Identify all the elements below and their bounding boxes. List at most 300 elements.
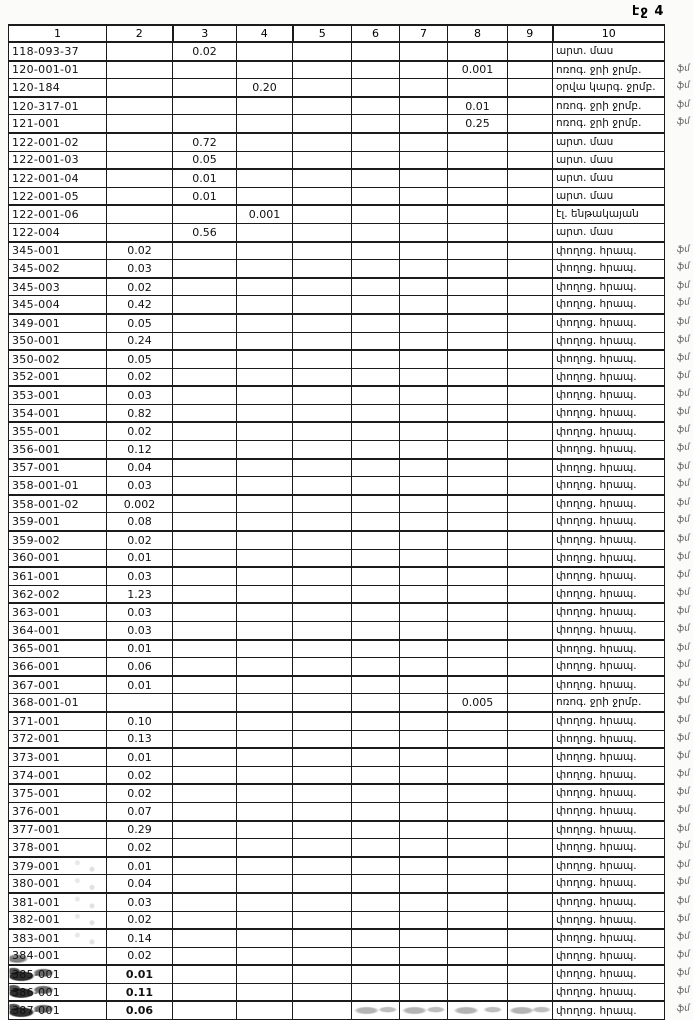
value-cell	[352, 911, 400, 929]
value-cell: 0.05	[107, 314, 173, 332]
value-cell	[400, 622, 448, 640]
value-cell	[293, 386, 352, 404]
value-cell	[508, 513, 553, 531]
value-cell: 0.25	[448, 115, 508, 133]
value-cell	[448, 712, 508, 730]
value-cell	[173, 567, 237, 585]
value-cell	[448, 386, 508, 404]
row-code-cell: 382-001	[9, 911, 107, 929]
value-cell: 0.02	[107, 368, 173, 386]
row-code-cell: 356-001	[9, 441, 107, 459]
margin-note: ֆմ	[676, 768, 691, 780]
value-cell	[293, 477, 352, 495]
value-cell	[508, 151, 553, 169]
category-text: փողոց. հրապ.	[556, 334, 637, 347]
value-cell: 0.03	[107, 567, 173, 585]
margin-note: ֆմ	[676, 732, 691, 744]
value-cell	[448, 513, 508, 531]
value-cell	[352, 983, 400, 1001]
margin-note: ֆմ	[676, 497, 691, 509]
value-cell	[400, 821, 448, 839]
header-row	[9, 25, 665, 42]
table-row	[9, 404, 665, 422]
value-cell	[107, 115, 173, 133]
value-cell	[293, 730, 352, 748]
category-cell	[553, 983, 691, 1001]
category-text: փողոց. հրապ.	[556, 262, 637, 275]
value-cell: 0.02	[107, 422, 173, 440]
value-cell	[293, 802, 352, 820]
margin-note: ֆմ	[676, 750, 691, 762]
value-cell	[107, 151, 173, 169]
category-cell	[553, 694, 691, 712]
value-cell	[400, 784, 448, 802]
value-cell	[400, 947, 448, 965]
value-cell: 0.02	[107, 911, 173, 929]
value-cell	[293, 459, 352, 477]
category-cell	[553, 567, 691, 585]
table-row	[9, 332, 665, 350]
value-cell	[352, 296, 400, 314]
category-text: փողոց. հրապ.	[556, 244, 637, 257]
category-text: փողոց. հրապ.	[556, 1004, 637, 1017]
category-cell	[553, 350, 691, 368]
value-cell	[293, 296, 352, 314]
row-code-cell: 383-001	[9, 929, 107, 947]
value-cell	[173, 676, 237, 694]
value-cell	[448, 784, 508, 802]
value-cell	[237, 983, 293, 1001]
category-cell	[553, 911, 691, 929]
value-cell	[352, 169, 400, 187]
value-cell	[448, 350, 508, 368]
value-cell	[237, 187, 293, 205]
value-cell	[293, 314, 352, 332]
value-cell	[508, 947, 553, 965]
value-cell	[237, 585, 293, 603]
value-cell	[173, 983, 237, 1001]
value-cell	[508, 79, 553, 97]
value-cell	[173, 965, 237, 983]
value-cell	[352, 223, 400, 241]
value-cell	[400, 404, 448, 422]
table-row	[9, 187, 665, 205]
value-cell	[400, 603, 448, 621]
category-cell	[553, 585, 691, 603]
value-cell	[448, 766, 508, 784]
value-cell	[448, 748, 508, 766]
value-cell	[508, 983, 553, 1001]
category-cell	[553, 242, 691, 260]
table-row	[9, 766, 665, 784]
margin-note: ֆմ	[676, 80, 691, 92]
value-cell	[400, 712, 448, 730]
margin-note: ֆմ	[676, 659, 691, 671]
value-cell	[508, 857, 553, 875]
category-text: փողոց. հրապ.	[556, 587, 637, 600]
header-cell-3: 3	[173, 25, 237, 42]
value-cell	[293, 242, 352, 260]
value-cell	[400, 223, 448, 241]
value-cell	[448, 314, 508, 332]
value-cell	[508, 332, 553, 350]
value-cell: 0.02	[107, 531, 173, 549]
table-row	[9, 585, 665, 603]
category-text: փողոց. հրապ.	[556, 732, 637, 745]
value-cell	[293, 893, 352, 911]
value-cell	[237, 947, 293, 965]
value-cell	[400, 839, 448, 857]
value-cell	[352, 495, 400, 513]
value-cell	[352, 314, 400, 332]
value-cell: 0.42	[107, 296, 173, 314]
value-cell	[508, 640, 553, 658]
table-row	[9, 857, 665, 875]
value-cell	[173, 784, 237, 802]
value-cell	[237, 404, 293, 422]
value-cell	[173, 97, 237, 115]
value-cell	[352, 115, 400, 133]
value-cell	[352, 404, 400, 422]
value-cell: 1.23	[107, 585, 173, 603]
category-cell	[553, 42, 665, 61]
value-cell: 0.07	[107, 802, 173, 820]
value-cell: 0.02	[107, 278, 173, 296]
value-cell	[293, 658, 352, 676]
value-cell	[400, 531, 448, 549]
category-cell	[553, 748, 691, 766]
category-cell	[553, 730, 691, 748]
category-cell	[553, 640, 691, 658]
row-code-cell: 359-002	[9, 531, 107, 549]
table-row	[9, 531, 665, 549]
category-cell	[553, 839, 691, 857]
value-cell	[173, 441, 237, 459]
value-cell	[400, 857, 448, 875]
value-cell	[293, 61, 352, 79]
row-code-cell: 359-001	[9, 513, 107, 531]
value-cell	[293, 42, 352, 61]
value-cell	[508, 314, 553, 332]
row-code-cell: 384-001	[9, 947, 107, 965]
row-code-cell: 355-001	[9, 422, 107, 440]
category-text: ոռոգ. ջրի ջրմբ.	[556, 99, 642, 112]
value-cell	[400, 242, 448, 260]
value-cell	[352, 857, 400, 875]
category-cell	[553, 766, 691, 784]
margin-note: ֆմ	[676, 695, 691, 707]
value-cell	[293, 712, 352, 730]
value-cell	[448, 929, 508, 947]
value-cell	[173, 260, 237, 278]
category-cell	[553, 441, 691, 459]
value-cell	[508, 459, 553, 477]
category-text: փողոց. հրապ.	[556, 534, 637, 547]
value-cell	[400, 929, 448, 947]
value-cell	[173, 242, 237, 260]
value-cell: 0.82	[107, 404, 173, 422]
value-cell	[237, 133, 293, 151]
value-cell: 0.03	[107, 477, 173, 495]
value-cell	[293, 531, 352, 549]
value-cell: 0.02	[107, 947, 173, 965]
category-text: փողոց. հրապ.	[556, 479, 637, 492]
value-cell	[173, 766, 237, 784]
row-code-cell: 122-001-02	[9, 133, 107, 151]
category-text: փողոց. հրապ.	[556, 443, 637, 456]
margin-note: ֆմ	[676, 822, 691, 835]
value-cell	[508, 622, 553, 640]
table-row	[9, 42, 665, 61]
value-cell	[352, 694, 400, 712]
margin-note: ֆմ	[676, 967, 691, 979]
category-cell	[553, 495, 691, 513]
category-cell	[553, 676, 691, 694]
category-cell	[553, 947, 691, 965]
row-code-cell: 387-001	[9, 1001, 107, 1019]
value-cell	[237, 115, 293, 133]
value-cell	[448, 658, 508, 676]
category-cell	[553, 1001, 691, 1019]
value-cell	[448, 223, 508, 241]
value-cell	[293, 368, 352, 386]
value-cell	[293, 622, 352, 640]
value-cell	[107, 223, 173, 241]
value-cell	[448, 296, 508, 314]
value-cell	[508, 893, 553, 911]
value-cell	[293, 983, 352, 1001]
value-cell	[448, 531, 508, 549]
category-cell	[553, 422, 691, 440]
margin-note: ֆմ	[676, 243, 691, 256]
table-row	[9, 441, 665, 459]
value-cell	[173, 314, 237, 332]
value-cell: 0.12	[107, 441, 173, 459]
value-cell	[508, 278, 553, 296]
value-cell	[173, 802, 237, 820]
value-cell	[237, 495, 293, 513]
value-cell	[293, 350, 352, 368]
value-cell	[237, 314, 293, 332]
value-cell	[293, 278, 352, 296]
value-cell	[448, 477, 508, 495]
value-cell	[237, 929, 293, 947]
value-cell	[448, 603, 508, 621]
value-cell	[508, 242, 553, 260]
row-code-cell: 363-001	[9, 603, 107, 621]
header-cell-4: 4	[237, 25, 293, 42]
table-row	[9, 350, 665, 368]
category-text: փողոց. հրապ.	[556, 823, 637, 836]
category-text: օրվա կարգ. ջրմբ.	[556, 81, 656, 94]
category-cell	[553, 79, 691, 97]
value-cell	[352, 821, 400, 839]
value-cell	[508, 802, 553, 820]
value-cell	[173, 658, 237, 676]
value-cell	[400, 640, 448, 658]
category-text: փողոց. հրապ.	[556, 949, 637, 962]
value-cell	[400, 911, 448, 929]
value-cell	[448, 151, 508, 169]
category-text: փողոց. հրապ.	[556, 932, 637, 945]
table-row	[9, 169, 665, 187]
value-cell	[237, 42, 293, 61]
category-cell	[553, 151, 665, 169]
value-cell	[293, 115, 352, 133]
row-code-cell: 121-001	[9, 115, 107, 133]
value-cell	[400, 133, 448, 151]
category-cell	[553, 549, 691, 567]
row-code-cell: 372-001	[9, 730, 107, 748]
table-row	[9, 603, 665, 621]
category-text: արտ. մաս	[556, 136, 614, 149]
value-cell	[173, 404, 237, 422]
table-row	[9, 658, 665, 676]
value-cell	[508, 169, 553, 187]
value-cell	[237, 622, 293, 640]
margin-note: ֆմ	[676, 297, 691, 309]
category-text: արտ. մաս	[556, 153, 614, 166]
value-cell	[237, 857, 293, 875]
row-code-cell: 367-001	[9, 676, 107, 694]
table-row	[9, 205, 665, 223]
row-code-cell: 352-001	[9, 368, 107, 386]
category-cell	[553, 368, 691, 386]
value-cell	[508, 585, 553, 603]
value-cell: 0.01	[173, 169, 237, 187]
value-cell	[508, 386, 553, 404]
value-cell	[352, 459, 400, 477]
value-cell: 0.72	[173, 133, 237, 151]
value-cell	[448, 205, 508, 223]
value-cell	[237, 766, 293, 784]
value-cell	[448, 549, 508, 567]
margin-note: ֆմ	[676, 931, 691, 943]
value-cell: 0.03	[107, 603, 173, 621]
value-cell	[508, 187, 553, 205]
value-cell	[400, 115, 448, 133]
table-row	[9, 694, 665, 712]
category-cell	[553, 115, 691, 133]
value-cell	[237, 821, 293, 839]
value-cell	[448, 42, 508, 61]
value-cell	[448, 404, 508, 422]
value-cell: 0.03	[107, 260, 173, 278]
value-cell	[173, 622, 237, 640]
value-cell	[293, 495, 352, 513]
value-cell	[173, 79, 237, 97]
value-cell	[508, 766, 553, 784]
margin-note: ֆմ	[676, 514, 691, 526]
value-cell	[293, 332, 352, 350]
row-code-cell: 385-001	[9, 965, 107, 983]
value-cell	[448, 169, 508, 187]
row-code-cell: 353-001	[9, 386, 107, 404]
value-cell: 0.01	[448, 97, 508, 115]
category-cell	[553, 477, 691, 495]
category-cell	[553, 404, 691, 422]
value-cell	[400, 694, 448, 712]
category-text: փողոց. հրապ.	[556, 895, 637, 908]
value-cell	[107, 205, 173, 223]
value-cell	[173, 549, 237, 567]
category-text: փողոց. հրապ.	[556, 624, 637, 637]
value-cell	[400, 169, 448, 187]
row-code-cell: 378-001	[9, 839, 107, 857]
value-cell	[400, 459, 448, 477]
value-cell: 0.08	[107, 513, 173, 531]
value-cell	[173, 893, 237, 911]
row-code-cell: 357-001	[9, 459, 107, 477]
value-cell	[400, 658, 448, 676]
category-cell	[553, 223, 665, 241]
category-text: փողոց. հրապ.	[556, 841, 637, 854]
row-code-cell: 122-004	[9, 223, 107, 241]
category-text: փողոց. հրապ.	[556, 353, 637, 366]
margin-note: ֆմ	[676, 804, 691, 816]
value-cell: 0.002	[107, 495, 173, 513]
row-code-cell: 380-001	[9, 875, 107, 893]
value-cell	[293, 911, 352, 929]
value-cell	[293, 694, 352, 712]
value-cell	[173, 332, 237, 350]
value-cell: 0.29	[107, 821, 173, 839]
value-cell	[173, 730, 237, 748]
category-text: փողոց. հրապ.	[556, 715, 637, 728]
value-cell	[352, 549, 400, 567]
row-code-cell: 350-001	[9, 332, 107, 350]
row-code-cell: 362-002	[9, 585, 107, 603]
value-cell	[173, 531, 237, 549]
margin-note: ֆմ	[676, 569, 691, 581]
category-text: արտ. մաս	[556, 189, 614, 202]
value-cell	[352, 784, 400, 802]
category-text: փողոց. հրապ.	[556, 497, 637, 510]
margin-note: ֆմ	[676, 388, 691, 400]
value-cell	[293, 97, 352, 115]
value-cell	[293, 603, 352, 621]
row-code-cell: 350-002	[9, 350, 107, 368]
category-cell	[553, 459, 691, 477]
value-cell: 0.01	[107, 748, 173, 766]
value-cell	[237, 603, 293, 621]
table-row	[9, 314, 665, 332]
value-cell	[107, 187, 173, 205]
margin-note: ֆմ	[676, 551, 691, 563]
category-text: փողոց. հրապ.	[556, 768, 637, 781]
value-cell	[173, 839, 237, 857]
value-cell	[352, 332, 400, 350]
category-text: արտ. մաս	[556, 225, 614, 238]
row-code-cell: 122-001-05	[9, 187, 107, 205]
value-cell	[237, 911, 293, 929]
category-cell	[553, 133, 665, 151]
value-cell	[352, 640, 400, 658]
row-code-cell: 120-317-01	[9, 97, 107, 115]
category-text: փողոց. հրապ.	[556, 660, 637, 673]
table-row	[9, 947, 665, 965]
value-cell	[293, 965, 352, 983]
category-text: փողոց. հրապ.	[556, 913, 637, 926]
value-cell: 0.001	[237, 205, 293, 223]
value-cell	[237, 459, 293, 477]
value-cell	[400, 314, 448, 332]
margin-note: ֆմ	[676, 876, 691, 888]
row-code-cell: 122-001-04	[9, 169, 107, 187]
category-cell	[553, 857, 691, 875]
value-cell	[352, 622, 400, 640]
value-cell	[352, 205, 400, 223]
